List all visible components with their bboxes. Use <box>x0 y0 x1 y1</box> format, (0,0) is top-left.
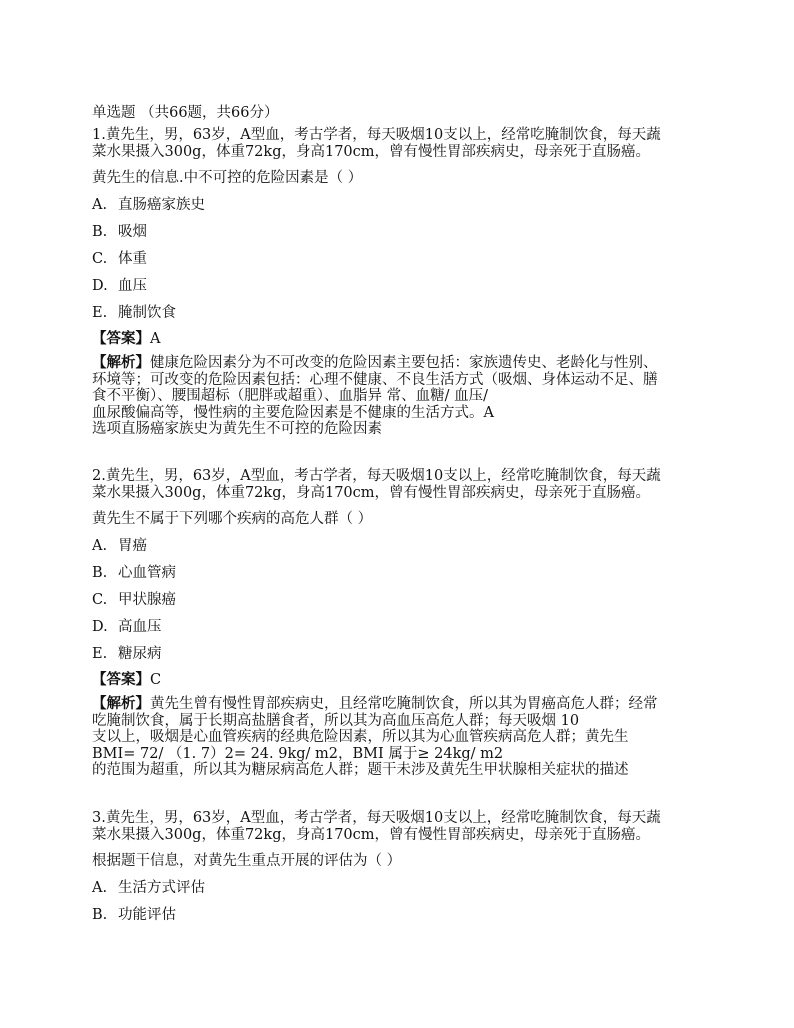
analysis-line: 选项直肠癌家族史为黄先生不可控的危险因素 <box>92 421 382 437</box>
question-2 <box>92 468 712 779</box>
option-a <box>92 879 712 897</box>
question-stem-line: 菜水果摄入300g，体重72kg，身高170cm，曾有慢性胃部疾病史，母亲死于直肠癌。 <box>92 144 651 160</box>
option-b <box>92 564 712 582</box>
option-text: 甲状腺癌 <box>118 592 176 608</box>
option-e <box>92 645 712 663</box>
question-3 <box>92 810 712 924</box>
answer-label: 【答案】 <box>92 671 150 688</box>
analysis-line: BMI= 72/ （1. 7）2= 24. 9kg/ m2，BMI 属于≥ 24kg/ m2 <box>92 745 504 762</box>
option-letter: E. <box>92 646 108 662</box>
option-c <box>92 591 712 609</box>
option-letter: D. <box>92 619 108 635</box>
question-prompt: 黄先生的信息.中不可控的危险因素是（ ） <box>92 170 363 186</box>
option-text: 心血管病 <box>118 565 176 581</box>
option-b <box>92 223 712 241</box>
option-text: 体重 <box>118 251 147 267</box>
analysis-line: 食不平衡）、腰围超标（肥胖或超重）、血脂异 常、血糖/ 血压/ <box>92 388 488 404</box>
analysis-line: 环境等；可改变的危险因素包括：心理不健康、不良生活方式（吸烟、身体运动不足、膳 <box>92 371 658 388</box>
analysis-line: 血尿酸偏高等，慢性病的主要危险因素是不健康的生活方式。A <box>92 404 494 421</box>
option-d <box>92 277 712 295</box>
option-text: 腌制饮食 <box>118 305 176 321</box>
answer <box>92 671 712 689</box>
analysis-label: 【解析】 <box>92 354 150 371</box>
option-text: 高血压 <box>118 619 162 635</box>
question-prompt: 根据题干信息，对黄先生重点开展的评估为（ ） <box>92 853 402 869</box>
question-1 <box>92 127 712 438</box>
analysis-label: 【解析】 <box>92 695 150 712</box>
option-letter: B. <box>92 565 108 581</box>
answer-label: 【答案】 <box>92 330 150 347</box>
question-stem-line: 菜水果摄入300g，体重72kg，身高170cm，曾有慢性胃部疾病史，母亲死于直肠癌。 <box>92 485 651 501</box>
option-b <box>92 906 712 924</box>
section-header: 单选题 （共66题，共66分） <box>92 105 279 121</box>
analysis-line: 支以上，吸烟是心血管疾病的经典危险因素，所以其为心血管疾病高危人群；黄先生 <box>92 729 629 745</box>
analysis-line: 的范围为超重，所以其为糖尿病高危人群；题干未涉及黄先生甲状腺相关症状的描述 <box>92 762 629 778</box>
answer-value: C <box>150 672 162 688</box>
analysis <box>92 696 712 779</box>
option-c <box>92 250 712 268</box>
option-a <box>92 196 712 214</box>
option-text: 功能评估 <box>118 907 176 923</box>
option-letter: B. <box>92 907 108 923</box>
option-d <box>92 618 712 636</box>
option-text: 糖尿病 <box>118 646 162 662</box>
option-letter: E. <box>92 305 108 321</box>
option-letter: A. <box>92 538 108 554</box>
option-letter: B. <box>92 224 108 240</box>
option-letter: A. <box>92 880 108 896</box>
option-text: 生活方式评估 <box>118 880 205 896</box>
option-text: 吸烟 <box>118 224 147 240</box>
option-text: 胃癌 <box>118 538 147 554</box>
analysis-line: 吃腌制饮食，属于长期高盐膳食者，所以其为高血压高危人群；每天吸烟 10 <box>92 712 580 729</box>
option-text: 直肠癌家族史 <box>118 197 205 213</box>
question-prompt: 黄先生不属于下列哪个疾病的高危人群（ ） <box>92 511 373 527</box>
analysis-line: 健康危险因素分为不可改变的危险因素主要包括：家族遗传史、老龄化与性别、 <box>150 355 658 371</box>
answer-value: A <box>150 331 161 347</box>
analysis <box>92 355 712 438</box>
option-letter: C. <box>92 251 108 267</box>
option-e <box>92 304 712 322</box>
document-page <box>92 0 712 1028</box>
question-stem-line: 3.黄先生，男，63岁，A型血，考古学者，每天吸烟10支以上，经常吃腌制饮食，每天蔬 <box>92 810 661 826</box>
option-text: 血压 <box>118 278 147 294</box>
option-a <box>92 537 712 555</box>
question-stem-line: 2.黄先生，男，63岁，A型血，考古学者，每天吸烟10支以上，经常吃腌制饮食，每天蔬 <box>92 468 661 484</box>
question-stem-line: 1.黄先生，男，63岁，A型血，考古学者，每天吸烟10支以上，经常吃腌制饮食，每天蔬 <box>92 127 661 143</box>
question-stem-line: 菜水果摄入300g，体重72kg，身高170cm，曾有慢性胃部疾病史，母亲死于直肠癌。 <box>92 827 651 843</box>
option-letter: A. <box>92 197 108 213</box>
option-letter: C. <box>92 592 108 608</box>
option-letter: D. <box>92 278 108 294</box>
analysis-line: 黄先生曾有慢性胃部疾病史，且经常吃腌制饮食，所以其为胃癌高危人群；经常 <box>150 696 658 712</box>
answer <box>92 330 712 348</box>
